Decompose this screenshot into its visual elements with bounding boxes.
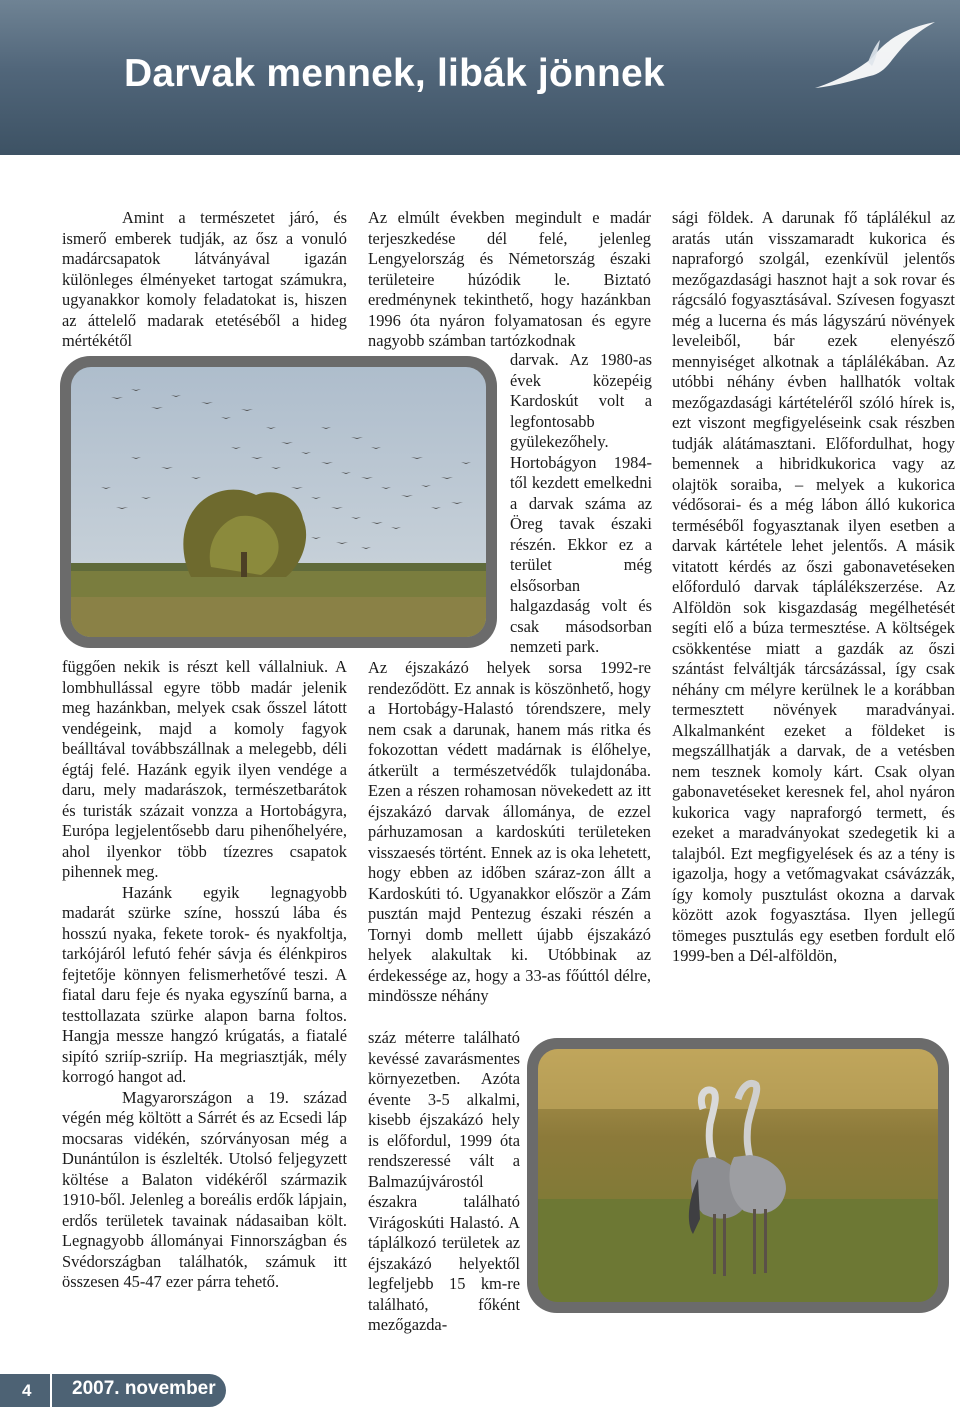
flying-bird-logo-icon	[810, 18, 940, 98]
paragraph: Amint a természetet járó, és ismerő emberek tudják, az ősz a vonuló madárcsapatok látványával igazán különleges élményeket tartogat számukra, ugyanakkor komoly feladatokat is, hiszen az áttelelő madarak etetéséből a hideg mértékétől	[62, 208, 347, 350]
paragraph: Az éjszakázó helyek sorsa 1992-re rendeződött. Ez annak is köszönhető, hogy a Hortobágy-Halastó tórendszere, mely nem csak a darunak, hanem más ritka és fokozottan védett madárnak is élőhelye, átkerült a természetvédők tulajdonába. Ezen a részen rohamosan növekedett az itt éjszakázó darvak állománya, de ezzel párhuzamosan a kardoskúti területeken visszaesés történt. Ennek az is oka lehetett, hogy ebben az időben száraz-zon állt a Kardoskúti tó. Ugyanakkor először a Zám pusztán majd Pentezug északi részén a Tornyi domb mellett újabb éjszakázó helyek alakultak ki. Utóbbinak az érdekessége az, hogy a 33-as főúttól délre, mindössze néhány	[368, 658, 651, 1005]
page-title: Darvak mennek, libák jönnek	[124, 52, 665, 95]
column-1-top	[62, 208, 347, 352]
column-3	[672, 208, 955, 967]
paragraph: Az elmúlt években megindult e madár terjeszkedése dél felé, jelenleg Lengyelország és Németország északi területeire húzódik le. Biztató eredménynek tekinthető, hogy hazánkban 1996 óta nyáron folyamatosan és egyre nagyobb számban tartózkodnak	[368, 208, 651, 350]
paragraph: Hazánk egyik legnagyobb madarát szürke színe, hosszú lába és hosszú nyaka, fekete torok- és nyakfoltja, tarkójáról lefutó fehér sávja és élénkpiros fejtetője könnyen felismerhetővé teszi. A fiatal daru feje és nyaka egyszínű barna, a testtollazata szürke alapon barna foltos. Hangja messze hangzó krúgatás, a fiatalé sipító szriíp-szriíp. Ha megriasztják, mély korrogó hangot ad.	[62, 882, 347, 1086]
column-2-middle	[368, 658, 651, 1007]
column-1-bottom	[62, 657, 347, 1293]
crane-pair-image	[538, 1049, 938, 1302]
column-2-top	[368, 208, 651, 352]
column-2-bottom	[368, 1028, 520, 1336]
paragraph: függően nekik is részt kell vállalniuk. A lombhullással egyre több madár jelenik meg hazánkban, melyek csak ősszel látott vendégeink, majd a komoly fagyok beálltával továbbszállnak a melegebb, déli égtáj felé. Hazánk egyik ilyen vendége a daru, mely madarászok, természetbarátok és turisták százait vonzza a Hortobágyra, Európa legjelentősebb daru pihenőhelyére, ahol ilyenkor több tízezres csapatok pihennek meg.	[62, 657, 347, 881]
paragraph: darvak. Az 1980-as évek közepéig Kardoskút volt a legfontosabb gyülekezőhely. Hortobágyon 1984-től kezdett emelkedni a darvak száma az Öreg tavak északi részén. Ekkor ez a terület még elsősorban halgazdaság volt és csak másodsorban nemzeti park.	[510, 350, 652, 656]
paragraph: sági földek. A darunak fő táplálékul az aratás után visszamaradt kukorica és napraforgó szolgál, ezenkívül jelentős mezőgazdasági hasznot hajt a sok rovar és rágcsáló fogyasztásával. Szívesen fogyaszt még a lucerna és más lágyszárú növények leveleiből, bár ezek elenyésző mennyiséget alkotnak a táplálékában. Az utóbbi néhány évben hallhatók voltak mezőgazdasági kártételéről szóló hírek is, ezt viszont megfigyeléseink csak részben tudják alátámasztani. Előfordulhat, hogy bemennek a hibridkukorica vagy az olajtök soraiba, – melyek a kukorica védősorai- és a még lábon álló kukorica terméséből fogyasztanak ilyen esetben a darvak kártétele lehet jelentős. A másik vitatott kérdés az őszi gabonavetéseken előforduló darvak táplálékszerzése. Az Alföldön sok kisgazdaság megélhetését segíti elő a búza termesztése. A költségek csökkentése miatt a gazdák az őszi szántást felváltják tárcsázással, így csak néhány cm mélyre kerülnek le a korábban termesztett növények maradványai. Alkalmanként ezeket a földeket is megszállhatják a darvak, de a vetésben nem tesznek komoly kárt. Csak olyan gabonavetéseket keresnek fel, ahol nyáron kukorica vagy napraforgó termett, és ezeket a maradványokat szedegetik ki a talajból. Ezt megfigyelések és az a tény is igazolja, hogy a vetőmagvakat csávázzák, így komoly pusztulást okozna a darvak között azok fogyasztása. Ilyen jellegű tömeges pusztulás egy esetben fordult elő 1999-ben a Dél-alföldön,	[672, 208, 955, 965]
paragraph: Magyarországon a 19. század végén még költött a Sárrét és az Ecsedi láp mocsaras vidékén, szórványosan még a Dunántúlon is észlelték. Utolsó feljegyzett költése a Balaton vidékéről származik 1910-ből. Jelenleg a boreális erdők lápjain, erdős területek tavainak nádasaiban költ. Legnagyobb állományai Finnországban és Svédországban találhatók, számuk itt összesen 45-47 ezer párra tehető.	[62, 1087, 347, 1291]
issue-date: 2007. november	[72, 1378, 216, 1399]
page-header	[0, 0, 960, 155]
paragraph: száz méterre található kevéssé zavarásmentes környezetben. Azóta évente 3-5 alkalmi, kisebb éjszakázó hely is előfordul, 1999 óta rendszeressé vált a Balmazújvárostól északra található Virágoskúti Halastó. A táplálkozó területek az éjszakázó helyektől legfeljebb 15 km-re található, főként mezőgazda-	[368, 1028, 520, 1334]
column-2-wrap	[510, 350, 652, 658]
page-number: 4	[22, 1381, 32, 1400]
footer-divider	[50, 1374, 52, 1407]
crane-pair-photo	[527, 1038, 949, 1313]
crane-flock-photo	[60, 356, 497, 648]
crane-flock-image	[71, 367, 486, 637]
